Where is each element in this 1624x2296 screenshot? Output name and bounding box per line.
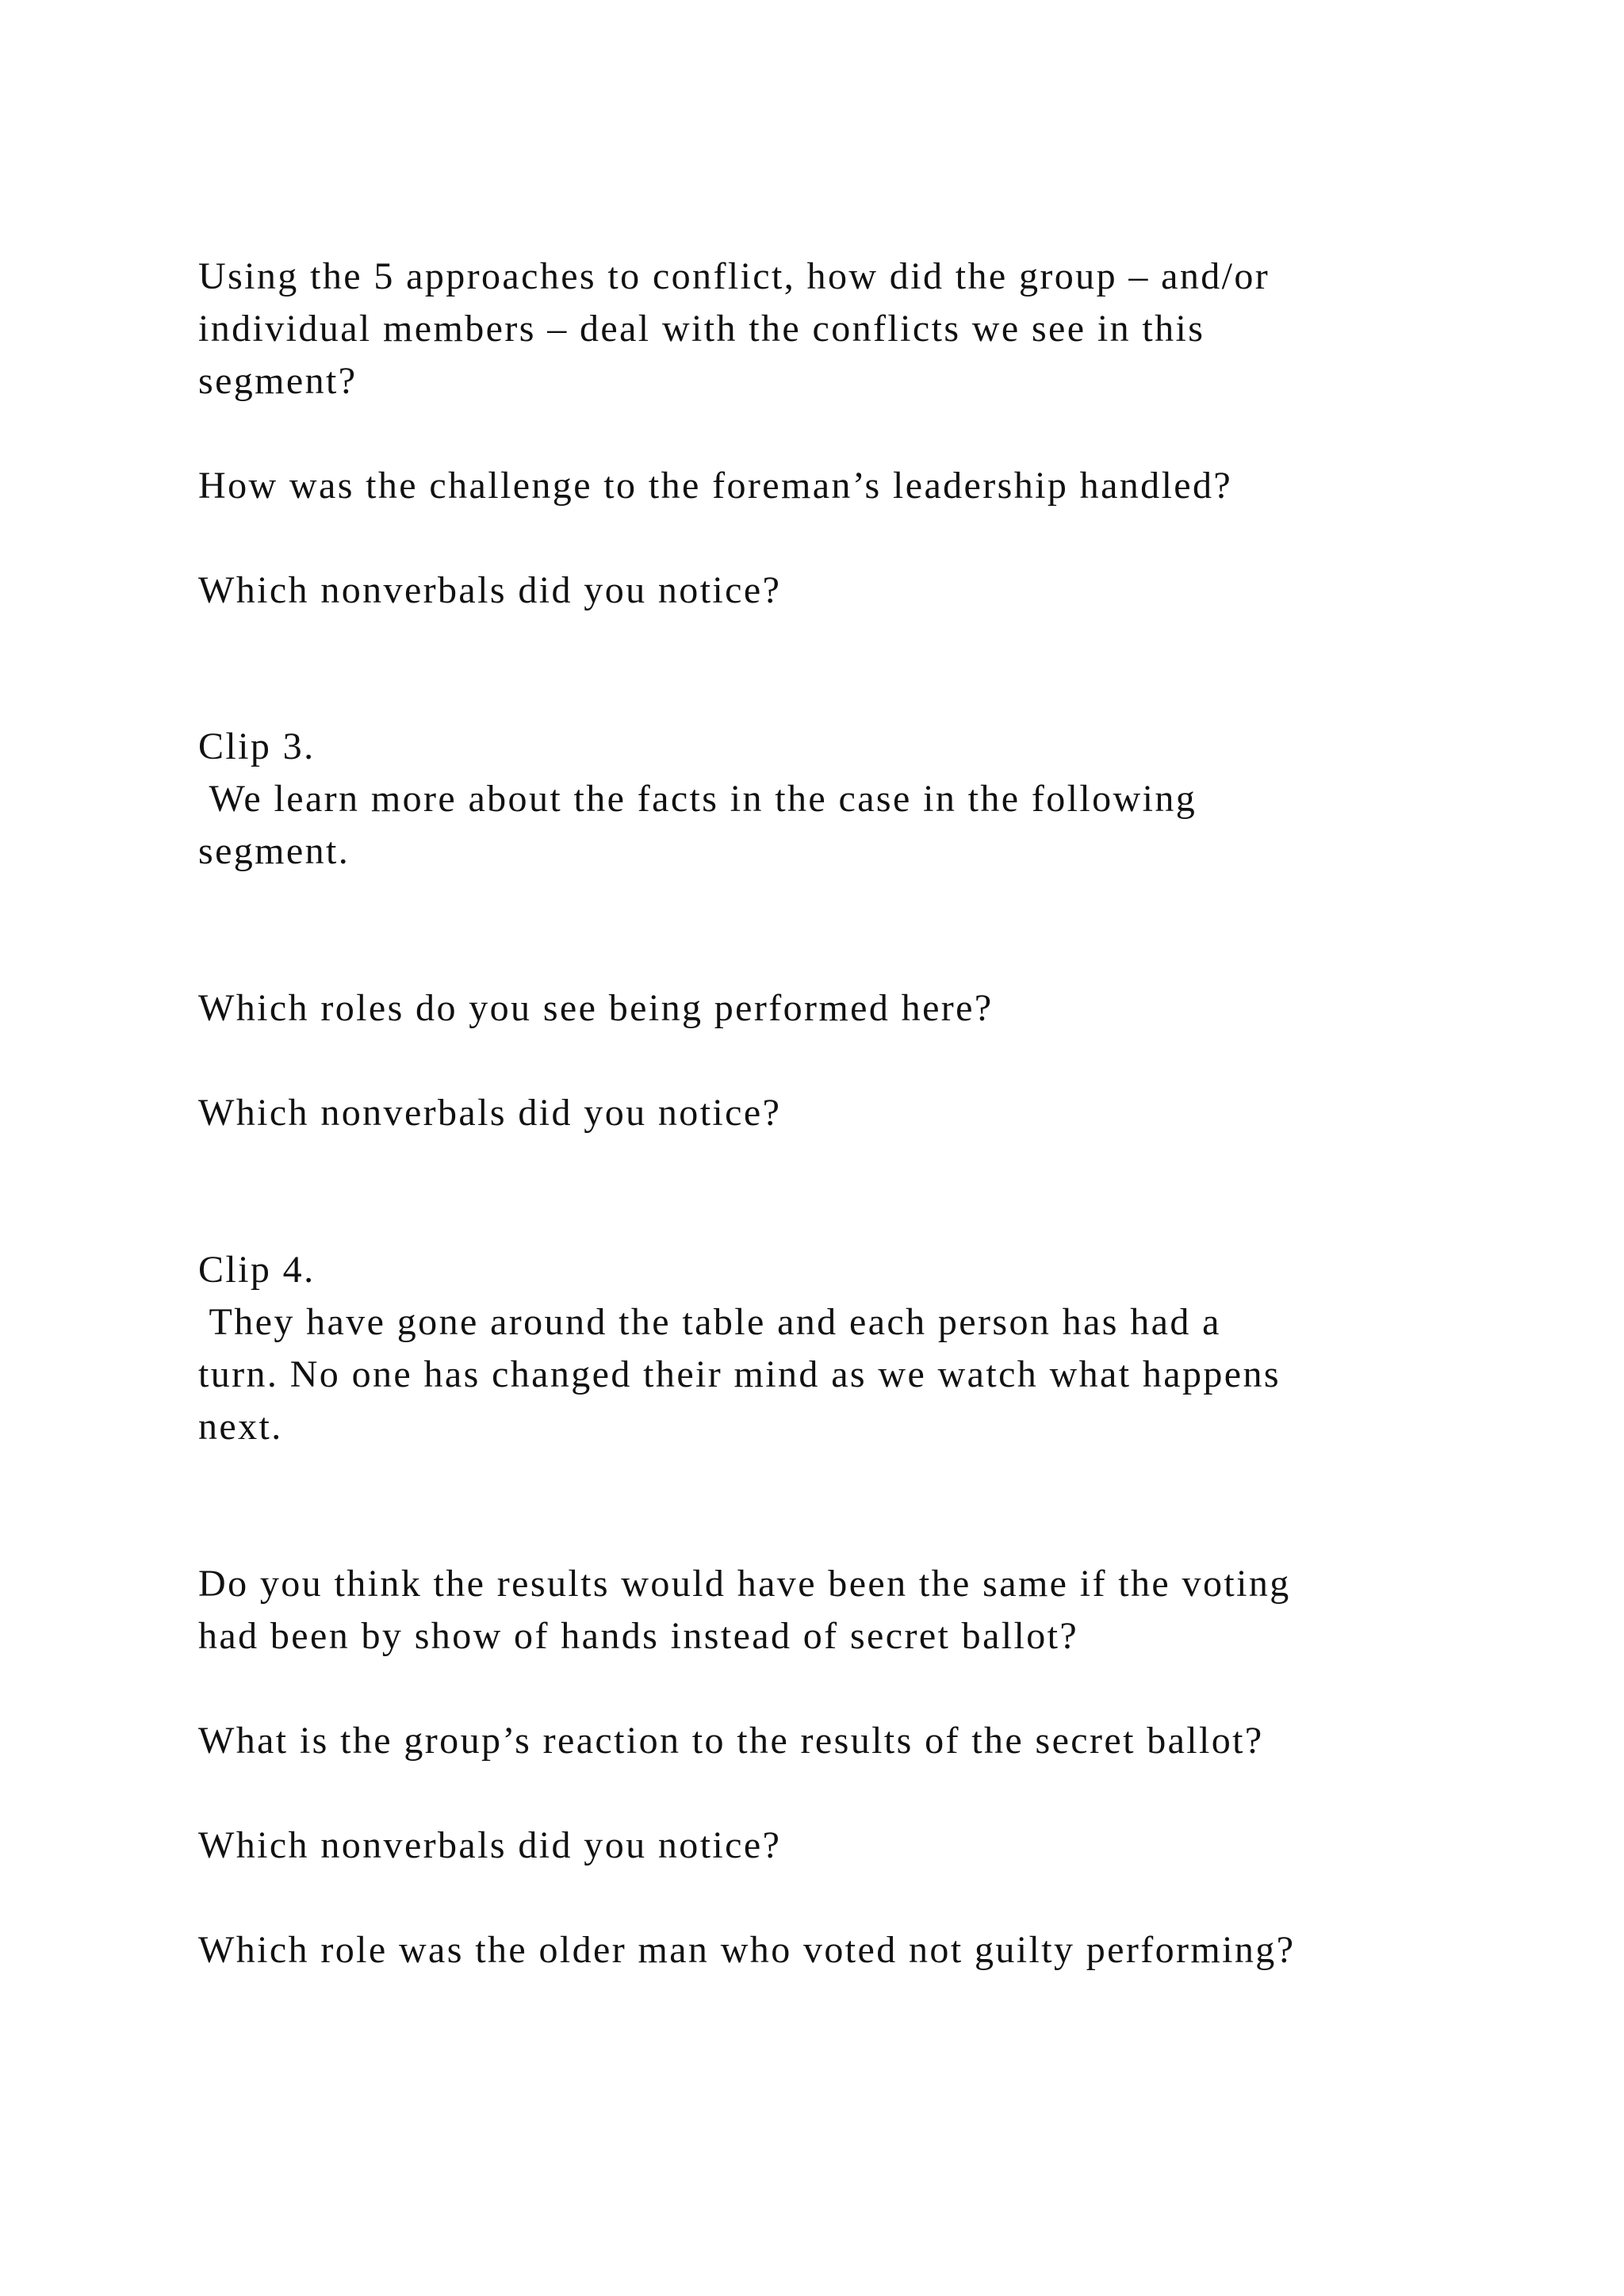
clip-4-heading: Clip 4. xyxy=(198,1249,316,1291)
question-roles: Which roles do you see being performed here? xyxy=(198,987,994,1029)
question-nonverbals-2: Which nonverbals did you notice? xyxy=(198,1092,782,1134)
clip-4-intro-line-3: next. xyxy=(198,1406,283,1448)
clip-3-intro-line-2: segment. xyxy=(198,830,350,872)
question-conflict-line-3: segment? xyxy=(198,360,358,402)
question-nonverbals-1: Which nonverbals did you notice? xyxy=(198,569,782,611)
clip-3-heading: Clip 3. xyxy=(198,725,316,767)
clip-3-intro-line-1: We learn more about the facts in the case in the following xyxy=(198,778,1197,820)
question-foreman: How was the challenge to the foreman’s leadership handled? xyxy=(198,465,1233,507)
question-older-man: Which role was the older man who voted not guilty performing? xyxy=(198,1929,1296,1971)
question-voting-line-1: Do you think the results would have been the same if the voting xyxy=(198,1563,1291,1605)
question-voting-line-2: had been by show of hands instead of secret ballot? xyxy=(198,1615,1079,1657)
clip-4-intro-line-2: turn. No one has changed their mind as we watch what happens xyxy=(198,1353,1281,1395)
question-nonverbals-3: Which nonverbals did you notice? xyxy=(198,1824,782,1866)
question-conflict-line-1: Using the 5 approaches to conflict, how did the group – and/or xyxy=(198,255,1270,297)
question-reaction: What is the group’s reaction to the results of the secret ballot? xyxy=(198,1720,1264,1762)
question-conflict-line-2: individual members – deal with the conflicts we see in this xyxy=(198,308,1205,350)
clip-4-intro-line-1: They have gone around the table and each person has had a xyxy=(198,1301,1221,1343)
